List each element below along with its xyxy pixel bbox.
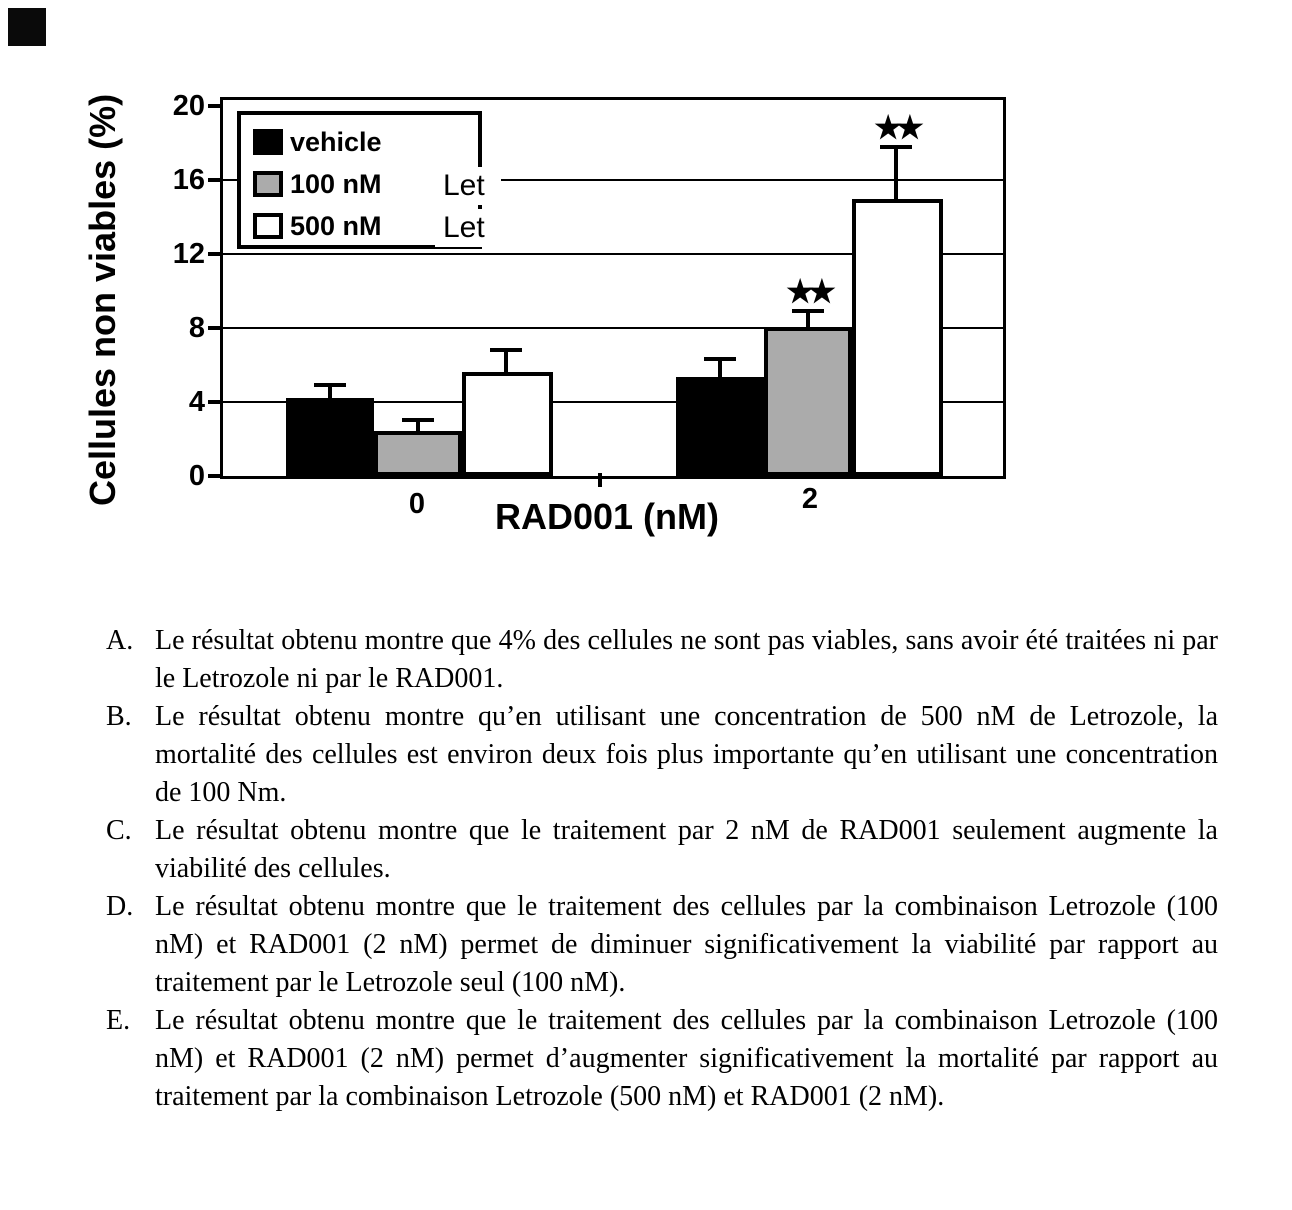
legend-label: 100 nM (290, 168, 382, 199)
y-axis-tick-mark (208, 104, 223, 108)
bar-500-nM-Let-rad0 (462, 372, 553, 476)
error-bar-cap (490, 348, 522, 352)
bar-vehicle-rad0 (286, 398, 374, 476)
option-letter: C. (106, 815, 132, 846)
option-text: Le résultat obtenu montre qu’en utilisant une concentration de 500 nM de Letrozole, la mortalité des cellules est environ deux fois plus importante qu’en utilisant une concentration de 100 Nm. (155, 701, 1218, 808)
legend-label: 500 nM (290, 210, 382, 241)
option-text: Le résultat obtenu montre que le traitement des cellules par la combinaison Letrozole (100 nM) et RAD001 (2 nM) permet d’augmenter significativement la mortalité par rapport au traitement par la combinaison Letrozole (500 nM) et RAD001 (2 nM). (155, 1005, 1218, 1112)
error-bar-cap (402, 418, 434, 422)
error-bar (416, 422, 420, 430)
bar-100-nM-Let-rad0 (374, 431, 462, 476)
x-tick-label-2: 2 (801, 483, 819, 515)
error-bar-cap (314, 383, 346, 387)
y-axis-title: Cellules non viables (%) (82, 93, 123, 507)
legend-swatch-gray (253, 171, 283, 197)
error-bar (806, 313, 810, 327)
error-bar (718, 361, 722, 377)
option-letter: D. (106, 891, 134, 922)
legend-swatch-black (253, 129, 283, 155)
error-bar-cap (792, 309, 824, 313)
bar-100-nM-Let-rad2 (764, 327, 852, 476)
y-tick-label: 12 (172, 238, 205, 270)
legend-suffix-let: Let (435, 167, 501, 205)
legend-swatch-white (253, 213, 283, 239)
error-bar-cap (704, 357, 736, 361)
chart-legend (237, 111, 485, 249)
error-bar (328, 387, 332, 398)
option-letter: E. (106, 1005, 131, 1036)
y-axis-tick-mark (208, 326, 223, 330)
y-tick-label: 16 (172, 164, 205, 196)
legend-suffix-let: Let (435, 209, 501, 247)
error-bar-cap (880, 145, 912, 149)
significance-stars: ★★ (874, 109, 918, 145)
answer-options (106, 622, 1218, 1116)
option-b (106, 698, 1218, 812)
option-e (106, 1002, 1218, 1116)
y-tick-label: 8 (188, 312, 205, 344)
significance-stars: ★★ (786, 274, 830, 310)
y-axis-tick-mark (208, 400, 223, 404)
x-axis-title: RAD001 (nM) (494, 496, 720, 537)
legend-label: vehicle (290, 126, 382, 157)
legend-row-100nm (253, 163, 485, 205)
option-letter: A. (106, 625, 134, 656)
option-text: Le résultat obtenu montre que le traitement des cellules par la combinaison Letrozole (100 nM) et RAD001 (2 nM) permet de diminuer significativement la viabilité par rapport au traitement par le Letrozole seul (100 nM). (155, 891, 1218, 998)
bar-vehicle-rad2 (676, 377, 764, 476)
y-axis-tick-mark (208, 178, 223, 182)
option-d (106, 888, 1218, 1002)
option-text: Le résultat obtenu montre que 4% des cellules ne sont pas viables, sans avoir été traitées ni par le Letrozole ni par le RAD001. (155, 625, 1218, 694)
bar-500-nM-Let-rad2 (852, 199, 943, 477)
error-bar (504, 352, 508, 372)
corner-black-square (8, 8, 46, 46)
legend-row-vehicle (253, 121, 478, 163)
x-axis-tick-mark (598, 473, 602, 487)
option-letter: B. (106, 701, 132, 732)
option-c (106, 812, 1218, 888)
option-a (106, 622, 1218, 698)
y-tick-label: 20 (172, 90, 205, 122)
plot-area (172, 90, 1006, 492)
x-tick-label-0: 0 (408, 488, 426, 520)
error-bar (894, 149, 898, 199)
y-axis-tick-mark (208, 474, 223, 478)
y-tick-label: 4 (188, 386, 205, 418)
y-tick-label: 0 (188, 460, 205, 492)
legend-row-500nm (253, 205, 485, 247)
y-axis-tick-mark (208, 252, 223, 256)
option-text: Le résultat obtenu montre que le traitement par 2 nM de RAD001 seulement augmente la viabilité des cellules. (155, 815, 1218, 884)
